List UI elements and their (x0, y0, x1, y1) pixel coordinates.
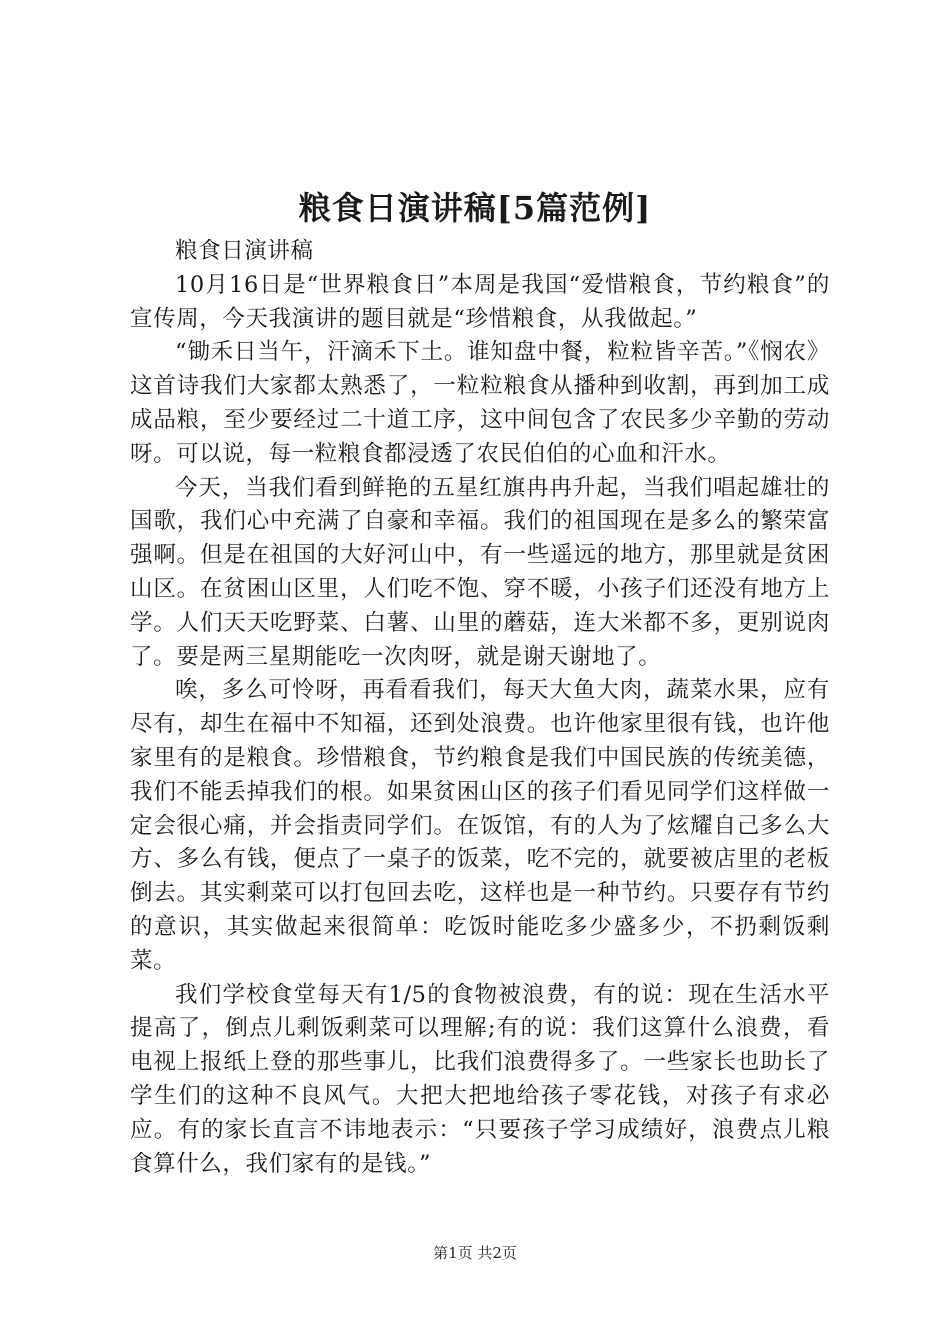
page-footer: 第1页 共2页 (433, 1244, 517, 1262)
paragraph: 10月16日是“世界粮食日”本周是我国“爱惜粮食，节约粮食”的宣传周，今天我演讲的题目就是“珍惜粮食，从我做起。” (130, 271, 830, 332)
paragraph: 唉，多么可怜呀，再看看我们，每天大鱼大肉，蔬菜水果，应有尽有，却生在福中不知福，还到处浪费。也许他家里很有钱，也许他家里有的是粮食。珍惜粮食，节约粮食是我们中国民族的传统美德，我们不能丢掉我们的根。如果贫困山区的孩子们看见同学们这样做一定会很心痛，并会指责同学们。在饭馆，有的人为了炫耀自己多么大方、多么有钱，便点了一桌子的饭菜，吃不完的，就要被店里的老板倒去。其实剩菜可以打包回去吃，这样也是一种节约。只要存有节约的意识，其实做起来很简单：吃饭时能吃多少盛多少，不扔剩饭剩菜。 (130, 677, 830, 974)
paragraph: 今天，当我们看到鲜艳的五星红旗冉冉升起，当我们唱起雄壮的国歌，我们心中充满了自豪和幸福。我们的祖国现在是多么的繁荣富强啊。但是在祖国的大好河山中，有一些遥远的地方，那里就是贫困山区。在贫困山区里，人们吃不饱、穿不暖，小孩子们还没有地方上学。人们天天吃野菜、白薯、山里的蘑菇，连大米都不多，更别说肉了。要是两三星期能吃一次肉呀，就是谢天谢地了。 (130, 474, 830, 670)
document-title: 粮食日演讲稿[5篇范例] (298, 189, 652, 227)
document-body (130, 235, 830, 1181)
section-heading: 粮食日演讲稿 (175, 238, 314, 264)
paragraph: 我们学校食堂每天有1/5的食物被浪费，有的说：现在生活水平提高了，倒点儿剩饭剩菜可以理解;有的说：我们这算什么浪费，看电视上报纸上登的那些事儿，比我们浪费得多了。一些家长也助长了学生们的这种不良风气。大把大把地给孩子零花钱，对孩子有求必应。有的家长直言不讳地表示：“只要孩子学习成绩好，浪费点儿粮食算什么，我们家有的是钱。” (130, 981, 830, 1177)
paragraph: “锄禾日当午，汗滴禾下土。谁知盘中餐，粒粒皆辛苦。”《悯农》这首诗我们大家都太熟悉了，一粒粒粮食从播种到收割，再到加工成成品粮，至少要经过二十道工序，这中间包含了农民多少辛勤的劳动呀。可以说，每一粒粮食都浸透了农民伯伯的心血和汗水。 (130, 339, 830, 467)
